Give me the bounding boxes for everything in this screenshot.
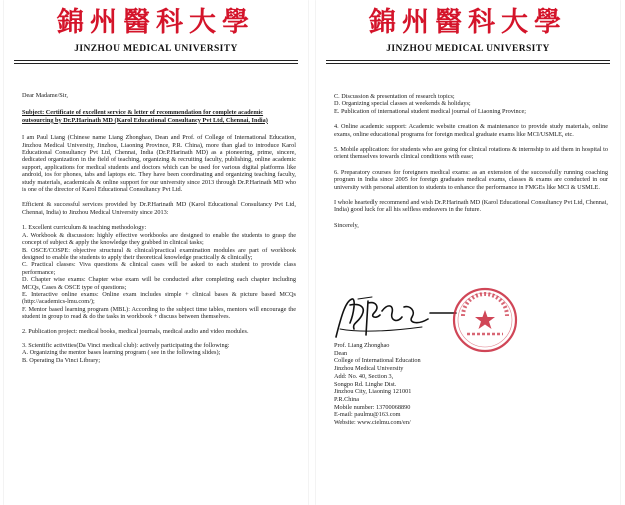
handwritten-signature	[332, 293, 462, 343]
sig-country: P.R.China	[334, 395, 360, 403]
university-logo-chinese: 錦州醫科大學	[57, 7, 255, 38]
item5: 5. Mobile application: for students who are going for clinical rotations & internship to aid them in hospital to orient themselves towards clinical conditions with ease;	[334, 146, 608, 161]
item1-a: A. Workbook & discussion: highly effective workbooks are designed to enable the students to grasp the concept of subject & apply the knowledge they grabbed in clinical tasks;	[22, 231, 296, 247]
item4: 4. Online academic support: Academic website creation & maintenance to provide study materials, online exams, online educational programs for foreign medical graduate exams like MCI/USMLE, etc.	[334, 123, 608, 138]
item3-heading: 3. Scientific activities(Da Vinci medical club): actively participating the following:	[22, 341, 230, 349]
sig-university: Jinzhou Medical University	[334, 365, 404, 373]
closing-paragraph: I whole heartedly recommend and wish Dr.P.Harinath MD (Karol Educational Consultancy Pvt Ltd, Chennai, India) good luck for all his selfless endeavers in the future.	[334, 199, 608, 214]
header-rule-thin	[14, 63, 298, 64]
services-intro: Efficient & successful services provided by Dr.P.Harinath MD (Karol Educational Consultancy Pvt Ltd, Chennai, India) to Jinzhou Medical University since 2013:	[22, 201, 296, 216]
header-rule	[14, 60, 298, 61]
letter-body-left	[22, 92, 296, 364]
item3-b: B. Operating Da Vinci Library;	[22, 356, 101, 364]
university-logo-chinese: 錦州醫科大學	[369, 7, 567, 38]
intro-paragraph: I am Paul Liang (Chinese name Liang Zhonghao, Dean and Prof. of College of International Education, Jinzhou Medical University, Jinzhou, Liaoning Province, P.R. China), more than glad to introduce Karol Educational Consultancy Pvt Ltd, Chennai, India (Dr.P.Harinath MD) as a pioneering, prime, sincere, dedicated organization in the field of teaching, organizing & recruiting faculty, publishing, online academic support, applications for medical students and doctors which can be used for various digital platforms like android, ios for phones, tabs and laptops etc. They have been coordinating and organizing teaching faculty, study materials, academicals & online support for our university since 2013 through Dr.P.Harinath MD who is one of the director of Karol Educational Consultancy Pvt Ltd.	[22, 134, 296, 194]
sig-email: E-mail: paulmu@163.com	[334, 411, 401, 419]
salutation: Dear Madame/Sir,	[22, 92, 68, 99]
header-rule-thin	[326, 63, 610, 64]
item1-e: E. Interactive online exams: Online exam includes simple + clinical bases & picture based MCQs (http://academics-lmu.com/);	[22, 290, 296, 306]
letter-body-right	[334, 93, 608, 229]
item3-c: C. Discussion & presentation of research topics;	[334, 93, 455, 100]
item1-heading: 1. Excellent curriculum & teaching methodology:	[22, 224, 147, 232]
sig-mobile: Mobile number: 13700068890	[334, 403, 411, 411]
header-rule	[326, 60, 610, 61]
item1-f: F. Mentor based learning program (MBL): According to the subject time tables, mentors will encourage the student in group to read & do the tasks in workbook + discuss between themselves.	[22, 305, 296, 321]
sig-address-1: Add: No. 40, Section 3,	[334, 372, 394, 380]
sig-address-2: Songpo Rd. Linghe Dist.	[334, 380, 397, 388]
sig-address-3: Jinzhou City, Liaoning 121001	[334, 388, 412, 396]
item3-e: E. Publication of international student medical journal of Liaoning Province;	[334, 107, 526, 115]
sincerely: Sincerely,	[334, 221, 359, 229]
university-name: JINZHOU MEDICAL UNIVERSITY	[386, 44, 550, 54]
item3-d: D. Organizing special classes at weekends & holidays;	[334, 100, 471, 108]
item1-c: C. Practical classes: Viva questions & clinical cases will be asked to each student to provide class performance;	[22, 261, 296, 276]
signature-details	[334, 342, 608, 427]
item1-d: D. Chapter wise exams: Chapter wise exam will be conducted after completing each chapter including MCQs, Cases & OSCE type of questions;	[22, 276, 296, 291]
sig-title: Dean	[334, 349, 348, 357]
letter-page-1	[4, 0, 308, 505]
letter-page-2	[316, 0, 620, 505]
subject-line: Subject: Certificate of excellent service & letter of recommendation for complete academic outsourcing by Dr.P.Harinath MD (Karol Educational Consultancy Pvt Ltd, Chennai, India)	[22, 109, 268, 124]
item3-a: A. Organizing the mentor bases learning program ( see in the following slides);	[22, 349, 221, 357]
item6: 6. Preparatory courses for foreigners medical exams: as an extension of the successfully running coaching program in India since 2005 for foreign graduates medical exams, classes & exams are conducted in our university with personal attention to students to enhance the performance in FMGEs like MCI & USMLE.	[334, 168, 608, 191]
sig-name: Prof. Liang Zhonghao	[334, 342, 390, 349]
university-name: JINZHOU MEDICAL UNIVERSITY	[74, 44, 238, 54]
sig-website: Website: www.cielmu.com/en/	[334, 419, 411, 427]
item1-b: B. OSCE/COSPE: objective structural & clinical/practical examination modules are part of workbook designed to enable the students to apply their theoretical knowledge practically & clinically;	[22, 246, 296, 261]
sig-college: College of International Education	[334, 357, 421, 365]
item2: 2. Publication project: medical books, medical journals, medical audio and video modules.	[22, 327, 249, 335]
